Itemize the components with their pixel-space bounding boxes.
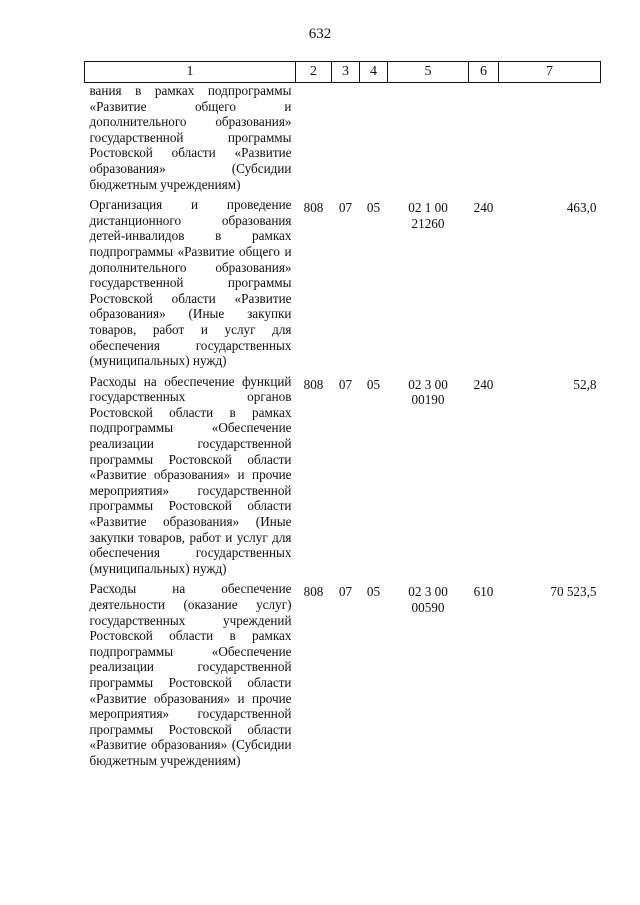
row-target-code: 02 3 00 00190 <box>408 376 448 408</box>
row-subsection-code <box>360 83 388 198</box>
budget-table <box>84 61 601 769</box>
row-subsection-code: 05 <box>366 584 381 600</box>
row-subsection-code: 05 <box>366 376 381 392</box>
row-ministry-code <box>296 83 332 198</box>
table-row <box>85 83 601 198</box>
row-description: Организация и проведение дистанционного образования детей-инвалидов в рамках подпрограммы «Развитие общего и дополнительного образования» государственной программы Ростовской области «Развитие образования» (Иные закупки товаров, работ и услуг для обеспечения государственных (муниципальных) нужд) <box>89 197 292 369</box>
header-col-6: 6 <box>469 62 499 83</box>
row-expense-type: 240 <box>473 376 494 392</box>
row-expense-type: 240 <box>473 200 494 216</box>
row-section-code: 07 <box>338 200 353 216</box>
table-row <box>85 197 601 374</box>
table-row <box>85 374 601 582</box>
header-col-5: 5 <box>388 62 469 83</box>
row-description: Расходы на обеспечение функций государственных органов Ростовской области в рамках подпрограммы «Обеспечение реализации государственной программы Ростовской области «Развитие образования» и прочие мероприятия» государственной программы Ростовской области «Развитие образования» (Иные закупки товаров, работ и услуг для обеспечения государственных (муниципальных) нужд) <box>89 373 292 576</box>
header-col-2: 2 <box>296 62 332 83</box>
row-description: вания в рамках подпрограммы «Развитие общего и дополнительного образования» государственной программы Ростовской области «Развитие образования» (Субсидии бюджетным учреждениям) <box>89 83 292 192</box>
header-row <box>85 62 601 83</box>
row-ministry-code: 808 <box>303 376 324 392</box>
row-section-code: 07 <box>338 376 353 392</box>
row-target-code <box>388 83 469 198</box>
row-section-code <box>332 83 360 198</box>
header-col-3: 3 <box>332 62 360 83</box>
row-target-code: 02 3 00 00590 <box>408 584 448 615</box>
page-number: 632 <box>308 26 332 42</box>
row-ministry-code: 808 <box>303 584 324 600</box>
row-expense-type <box>469 83 499 198</box>
header-col-4: 4 <box>360 62 388 83</box>
row-target-code: 02 1 00 21260 <box>408 200 448 231</box>
row-expense-type: 610 <box>473 584 494 600</box>
row-amount: 52,8 <box>573 376 597 392</box>
row-ministry-code: 808 <box>303 200 324 216</box>
row-amount <box>499 83 601 198</box>
row-subsection-code: 05 <box>366 200 381 216</box>
header-col-1: 1 <box>85 62 296 83</box>
row-description: Расходы на обеспечение деятельности (оказание услуг) государственных учреждений Ростовской области в рамках подпрограммы «Обеспечение реализации государственной программы Ростовской области «Развитие образования» и прочие мероприятия» государственной программы Ростовской области «Развитие образования» (Субсидии бюджетным учреждениям) <box>89 581 292 768</box>
row-amount: 463,0 <box>566 200 597 216</box>
header-col-7: 7 <box>499 62 601 83</box>
row-section-code: 07 <box>338 584 353 600</box>
row-amount: 70 523,5 <box>550 584 597 600</box>
table-row <box>85 581 601 768</box>
